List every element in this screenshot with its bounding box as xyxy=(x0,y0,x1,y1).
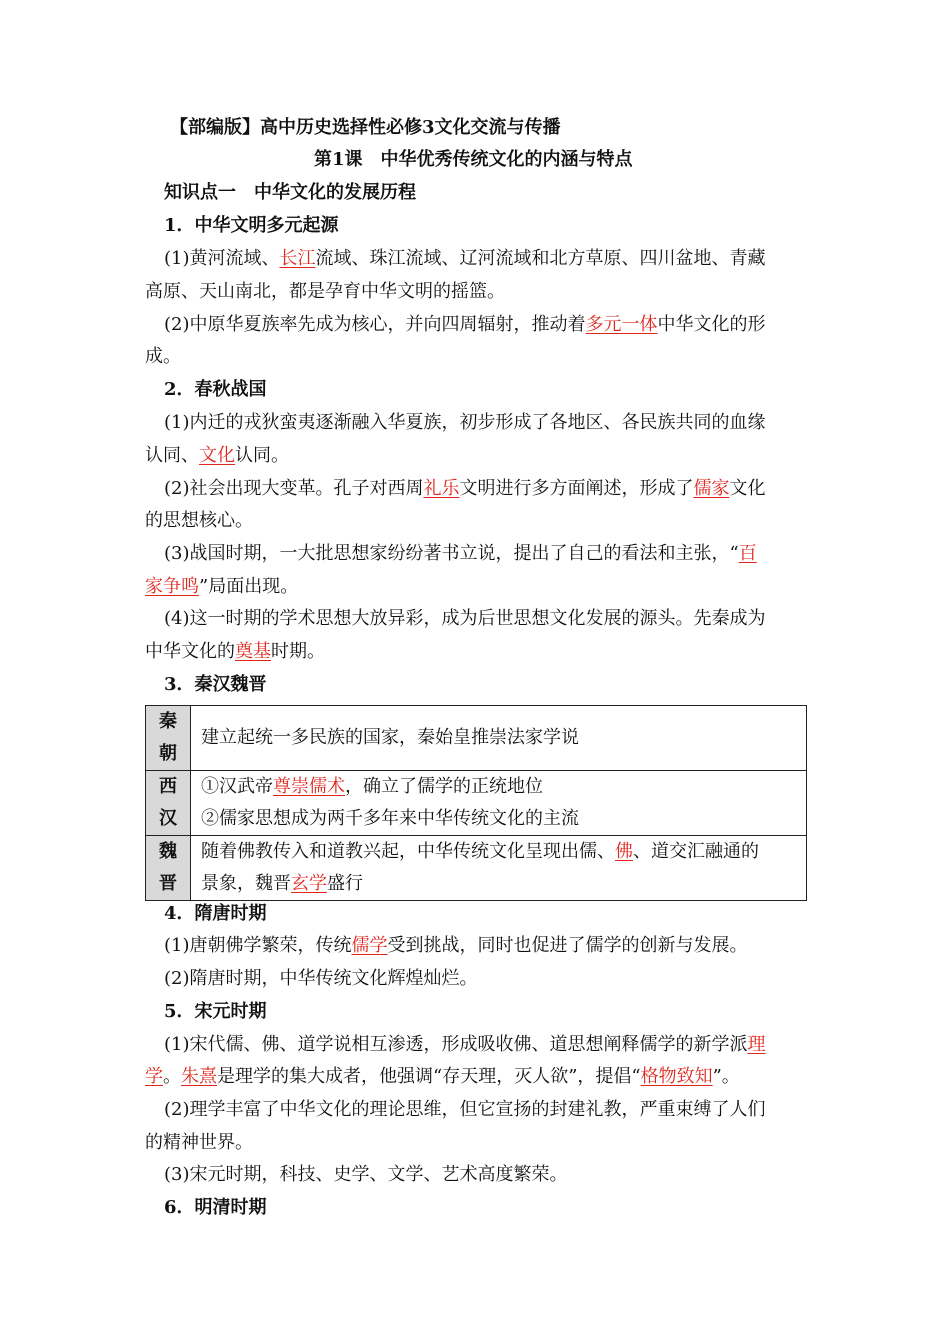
keyword: 学 xyxy=(145,1066,163,1087)
document-title: 【部编版】高中历史选择性必修3文化交流与传播 xyxy=(170,117,561,138)
paragraph-line: (4)这一时期的学术思想大放异彩，成为后世思想文化发展的源头。先秦成为 xyxy=(164,608,766,629)
keyword: 儒学 xyxy=(351,935,388,956)
section-heading: 2．春秋战国 xyxy=(164,379,267,400)
lesson-title: 第1课 中华优秀传统文化的内涵与特点 xyxy=(314,149,633,170)
section-heading: 3．秦汉魏晋 xyxy=(164,674,267,695)
paragraph-line: (2)社会出现大变革。孔子对西周礼乐文明进行多方面阐述，形成了儒家文化 xyxy=(164,478,766,499)
paragraph-line: 认同、文化认同。 xyxy=(145,445,289,466)
paragraph-line: 的思想核心。 xyxy=(145,510,253,531)
paragraph-line: 家争鸣”局面出现。 xyxy=(145,576,299,597)
keyword: 朱熹 xyxy=(181,1066,217,1087)
paragraph-line: 中华文化的奠基时期。 xyxy=(145,641,325,662)
keyword: 理 xyxy=(747,1034,766,1055)
table-cell: 建立起统一多民族的国家，秦始皇推崇法家学说 xyxy=(191,706,807,771)
keyword: 格物致知 xyxy=(640,1066,713,1087)
keyword: 家争鸣 xyxy=(145,576,199,597)
keyword: 奠基 xyxy=(235,641,271,662)
table-cell: 随着佛教传入和道教兴起，中华传统文化呈现出儒、佛、道交汇融通的 景象，魏晋玄学盛行 xyxy=(191,836,807,901)
paragraph-line: (2)隋唐时期，中华传统文化辉煌灿烂。 xyxy=(164,968,478,989)
row-header: 西 汉 xyxy=(146,771,191,836)
section-heading: 6．明清时期 xyxy=(164,1197,267,1218)
keyword: 儒家 xyxy=(693,478,730,499)
table-row xyxy=(146,706,807,771)
table-row xyxy=(146,836,807,901)
paragraph-line: (1)内迁的戎狄蛮夷逐渐融入华夏族，初步形成了各地区、各民族共同的血缘 xyxy=(164,412,766,433)
keyword: 尊崇儒术 xyxy=(273,776,345,797)
paragraph-line: (1)唐朝佛学繁荣，传统儒学受到挑战，同时也促进了儒学的创新与发展。 xyxy=(164,935,748,956)
section-heading: 4．隋唐时期 xyxy=(164,903,267,924)
dynasty-table xyxy=(145,705,807,901)
keyword: 佛 xyxy=(615,841,633,862)
paragraph-line: (3)宋元时期，科技、史学、文学、艺术高度繁荣。 xyxy=(164,1164,568,1185)
paragraph-line: (3)战国时期，一大批思想家纷纷著书立说，提出了自己的看法和主张，“百 xyxy=(164,543,757,564)
paragraph-line: 学。朱熹是理学的集大成者，他强调“存天理，灭人欲”，提倡“格物致知”。 xyxy=(145,1066,740,1087)
knowledge-point-heading: 知识点一 中华文化的发展历程 xyxy=(164,182,416,203)
keyword: 长江 xyxy=(279,248,316,269)
keyword: 玄学 xyxy=(291,873,327,894)
paragraph-line: (1)宋代儒、佛、道学说相互渗透，形成吸收佛、道思想阐释儒学的新学派理 xyxy=(164,1034,766,1055)
keyword: 文化 xyxy=(199,445,235,466)
keyword: 礼乐 xyxy=(423,478,460,499)
keyword: 多元一体 xyxy=(585,314,658,335)
section-heading: 5．宋元时期 xyxy=(164,1001,267,1022)
table-row xyxy=(146,771,807,836)
paragraph-line: (1)黄河流域、长江流域、珠江流域、辽河流域和北方草原、四川盆地、青藏 xyxy=(164,248,766,269)
paragraph-line: 的精神世界。 xyxy=(145,1132,253,1153)
section-heading: 1．中华文明多元起源 xyxy=(164,215,339,236)
paragraph-line: 成。 xyxy=(145,346,181,367)
row-header: 秦 朝 xyxy=(146,706,191,771)
row-header: 魏 晋 xyxy=(146,836,191,901)
paragraph-line: (2)理学丰富了中华文化的理论思维，但它宣扬的封建礼教，严重束缚了人们 xyxy=(164,1099,766,1120)
table-cell: ①汉武帝尊崇儒术，确立了儒学的正统地位 ②儒家思想成为两千多年来中华传统文化的主流 xyxy=(191,771,807,836)
paragraph-line: 高原、天山南北，都是孕育中华文明的摇篮。 xyxy=(145,281,505,302)
paragraph-line: (2)中原华夏族率先成为核心，并向四周辐射，推动着多元一体中华文化的形 xyxy=(164,314,766,335)
keyword: 百 xyxy=(738,543,757,564)
